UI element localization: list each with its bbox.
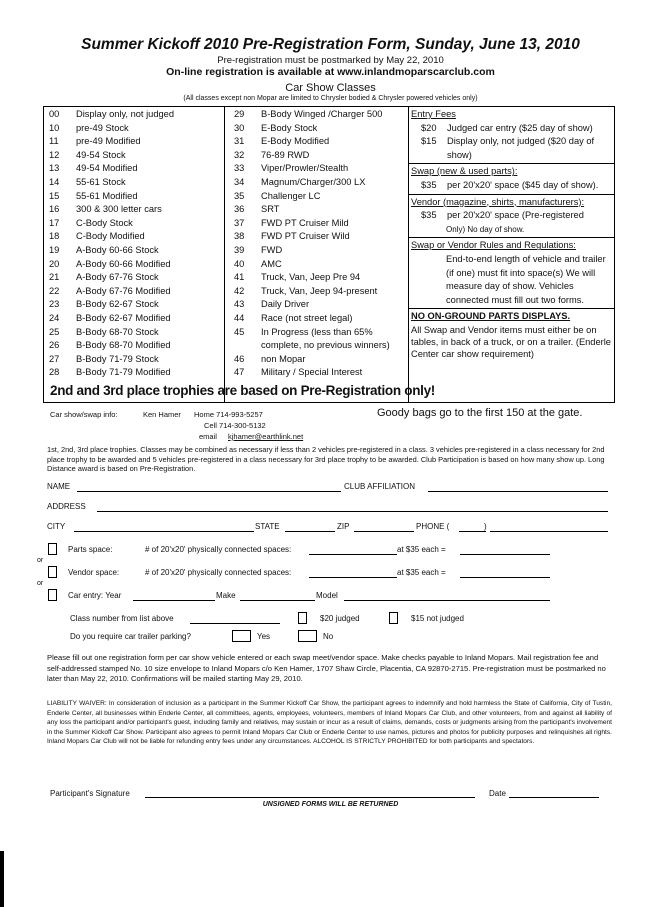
class-number: 31	[234, 136, 245, 147]
trailer-question: Do you require car trailer parking?	[70, 632, 191, 641]
contact-email-label: email	[199, 432, 217, 441]
judged-checkbox[interactable]	[298, 612, 307, 624]
class-number: 29	[234, 109, 245, 119]
class-name: Magnum/Charger/300 LX	[261, 176, 366, 187]
class-name: Daily Driver	[261, 299, 310, 310]
fee-text: per 20'x20' space ($45 day of show).	[447, 179, 599, 190]
make-label: Make	[216, 591, 236, 600]
class-number: 44	[234, 312, 245, 323]
state-field[interactable]	[285, 531, 335, 532]
goody-bags-note: Goody bags go to the first 150 at the gate.	[377, 407, 583, 419]
address-label: ADDRESS	[47, 502, 86, 511]
fee-text: Display only, not judged ($20 day of show)	[447, 136, 595, 160]
trophy-rules: 1st, 2nd, 3rd place trophies. Classes may be combined as necessary if less than 2 vehicles pre-registered in a class. 3 vehicles pre-registered in a class necessary for 2nd place trophy to be awarded and 5 vehicles pre-registered in a class necessary for 3rd place trophy to be awarded. Club Participation is based on how many show up. Long Distance award is based on Pre-Registration.	[47, 445, 605, 473]
class-number: 13	[49, 163, 60, 174]
parts-space-checkbox[interactable]	[48, 543, 57, 555]
postmark-note: Pre-registration must be postmarked by May 22, 2010	[217, 55, 444, 66]
fee-amount: $35	[421, 179, 437, 190]
fee-amount: $15	[421, 136, 437, 147]
car-entry-label: Car entry: Year	[68, 591, 122, 600]
class-number: 23	[49, 299, 60, 310]
class-name: 49-54 Stock	[76, 149, 126, 160]
contact-home: Home 714-993-5257	[194, 410, 263, 419]
contact-name: Ken Hamer	[143, 410, 181, 419]
class-name: A-Body 67-76 Modified	[76, 285, 171, 296]
class-number-field[interactable]	[190, 623, 280, 624]
parts-price-text: at $35 each =	[397, 545, 446, 554]
class-number: 15	[49, 190, 60, 201]
class-name: pre-49 Modified	[76, 136, 141, 147]
class-name: Truck, Van, Jeep Pre 94	[261, 272, 361, 283]
class-number: 18	[49, 231, 60, 242]
trailer-yes-checkbox[interactable]	[232, 630, 251, 642]
class-number: 20	[49, 258, 60, 269]
class-name: E-Body Stock	[261, 122, 318, 133]
class-name: 76-89 RWD	[261, 149, 310, 160]
class-number: 33	[234, 163, 245, 174]
class-number: 36	[234, 204, 245, 215]
contact-label: Car show/swap info:	[50, 410, 118, 419]
class-name: FWD PT Cruiser Wild	[261, 231, 350, 242]
class-number: 00	[49, 109, 60, 119]
class-name: B-Body 68-70 Stock	[76, 326, 159, 337]
class-number: 47	[234, 367, 245, 378]
fee-row	[411, 209, 613, 223]
name-label: NAME	[47, 482, 71, 491]
class-name: C-Body Stock	[76, 217, 133, 228]
class-name: B-Body 62-67 Stock	[76, 299, 159, 310]
class-number: 21	[49, 272, 60, 283]
class-name: E-Body Modified	[261, 136, 330, 147]
class-name: In Progress (less than 65%	[261, 326, 373, 337]
zip-field[interactable]	[354, 531, 414, 532]
not-judged-checkbox[interactable]	[389, 612, 398, 624]
class-name: B-Body Winged /Charger 500	[261, 109, 383, 119]
no-ground-text: All Swap and Vendor items must either be on tables, in back of a truck, or on a trailer. (Enderle Center car show requirement)	[411, 324, 611, 359]
date-label: Date	[489, 789, 506, 798]
fees-panel	[411, 108, 613, 360]
class-number: 39	[234, 244, 245, 255]
entry-fees-heading: Entry Fees	[411, 109, 456, 119]
phone-area-field[interactable]	[459, 531, 486, 532]
class-name: A-Body 60-66 Stock	[76, 244, 159, 255]
class-name: B-Body 68-70 Modified	[76, 340, 171, 351]
car-show-classes-note: (All classes except non Mopar are limited to Chrysler bodied & Chrysler powered vehicles only)	[183, 95, 478, 102]
not-judged-label: $15 not judged	[411, 614, 464, 623]
vendor-space-checkbox[interactable]	[48, 566, 57, 578]
parts-spaces-field[interactable]	[309, 554, 397, 555]
divider	[409, 163, 615, 164]
fee-row	[411, 135, 613, 162]
class-number: 43	[234, 299, 245, 310]
fee-amount: $20	[421, 122, 437, 133]
classes-box	[43, 106, 615, 403]
class-number: 41	[234, 272, 245, 283]
divider	[409, 194, 615, 195]
class-name: Truck, Van, Jeep 94-present	[261, 285, 378, 296]
date-field[interactable]	[509, 797, 599, 798]
or-label: or	[37, 580, 44, 587]
rules-text: End-to-end length of vehicle and trailer (if one) must fit into space(s) We will measure day of show. Vehicles connected must fill out two forms.	[446, 253, 606, 305]
class-name: Challenger LC	[261, 190, 321, 201]
name-field[interactable]	[77, 491, 341, 492]
club-field[interactable]	[428, 491, 608, 492]
vendor-space-label: Vendor space:	[68, 568, 120, 577]
divider	[409, 237, 615, 238]
fee-row	[411, 122, 613, 136]
class-name: FWD	[261, 244, 283, 255]
class-name: Race (not street legal)	[261, 312, 353, 323]
make-field[interactable]	[240, 600, 315, 601]
class-name: B-Body 62-67 Modified	[76, 312, 171, 323]
column-divider	[224, 107, 225, 402]
state-label: STATE	[255, 522, 280, 531]
class-number: 16	[49, 204, 60, 215]
fee-text: Judged car entry ($25 day of show)	[447, 122, 593, 133]
zip-label: ZIP	[337, 522, 350, 531]
trailer-no-checkbox[interactable]	[298, 630, 317, 642]
class-number: 14	[49, 176, 60, 187]
class-name: AMC	[261, 258, 282, 269]
fee-row	[411, 179, 613, 193]
class-number: 26	[49, 340, 60, 351]
no-ground-heading: NO ON-GROUND PARTS DISPLAYS.	[411, 311, 571, 322]
vendor-total-field[interactable]	[460, 577, 550, 578]
class-number: 22	[49, 285, 60, 296]
class-number: 40	[234, 258, 245, 269]
class-number: 12	[49, 149, 60, 160]
class-name: A-Body 60-66 Modified	[76, 258, 171, 269]
class-name: B-Body 71-79 Stock	[76, 353, 159, 364]
fee-text: per 20'x20' space (Pre-registered	[447, 210, 584, 221]
rules-heading: Swap or Vendor Rules and Regulations:	[411, 240, 576, 251]
class-name: FWD PT Cruiser Mild	[261, 217, 349, 228]
phone-label: PHONE (	[416, 522, 450, 531]
class-number: 37	[234, 217, 245, 228]
unsigned-warning: UNSIGNED FORMS WILL BE RETURNED	[262, 801, 399, 808]
judged-label: $20 judged	[320, 614, 360, 623]
trailer-yes-label: Yes	[257, 632, 271, 641]
column-divider	[408, 107, 409, 402]
phone-close: )	[484, 522, 487, 531]
class-name: Display only, not judged	[76, 109, 175, 119]
city-label: CITY	[47, 522, 66, 531]
fee-amount: $35	[421, 210, 437, 221]
vendor-spaces-text: # of 20'x20' physically connected spaces:	[145, 568, 292, 577]
class-number: 28	[49, 367, 60, 378]
class-name: C-Body Modified	[76, 231, 145, 242]
class-name: Viper/Prowler/Stealth	[261, 163, 349, 174]
class-name: pre-49 Stock	[76, 122, 129, 133]
vendor-price-text: at $35 each =	[397, 568, 446, 577]
class-number: 35	[234, 190, 245, 201]
class-number: 42	[234, 285, 245, 296]
mailing-instructions: Please fill out one registration form per car show vehicle entered or each swap meet/vendor space. Make checks payable to Inland Mopars. Mail registration fee and self-addressed stamped No. 10 size envelope to Inland Mopars c/o Ken Hamer, 1707 Shaw Circle, Placentia, CA 92870-2715. Pre-registration must be postmarked no later than May 22, 2010. Confirmations will be mailed starting May 29, 2010.	[47, 653, 606, 683]
class-number: 25	[49, 326, 60, 337]
class-name: 55-61 Stock	[76, 176, 126, 187]
class-number: 11	[49, 136, 59, 147]
class-name: non Mopar	[261, 353, 306, 364]
scan-edge	[0, 851, 4, 907]
parts-space-label: Parts space:	[68, 545, 113, 554]
contact-email[interactable]: kjhamer@earthlink.net	[228, 432, 304, 441]
class-number: 10	[49, 122, 60, 133]
city-field[interactable]	[74, 531, 254, 532]
liability-waiver: LIABILITY WAIVER: In consideration of inclusion as a participant in the Summer Kickoff Car Show, the participant agrees to indemnify and hold harmless the State of California, City of Tustin, Enderle Center, all businesses within Enderle Center, all committees, agents, employees, volunteers, members of Inland Mopars Car Club, and other volunteers, from and against all liability of any loss the participant and/or participant's guest, including family and relatives, may sustain or incur as a result of claims, demands, costs or judgments arising from the participant's involvement in the Summer Kickoff Car Show. Participant also agrees to permit Inland Mopars Car Club or Enderle Center to use names, pictures and photos for publicity purposes and relinquishes all rights. Inland Mopars Car Club will not be liable for refunding entry fees under any circumstances. ALCOHOL IS STRICTLY PROHIBITED for both participants and spectators.	[47, 700, 612, 745]
class-number: 45	[234, 326, 245, 337]
address-field[interactable]	[97, 511, 608, 512]
class-name: 49-54 Modified	[76, 163, 138, 174]
car-entry-checkbox[interactable]	[48, 589, 57, 601]
signature-field[interactable]	[145, 797, 475, 798]
or-label: or	[37, 557, 44, 564]
vendor-heading: Vendor (magazine, shirts, manufacturers):	[411, 196, 585, 207]
class-number: 24	[49, 312, 60, 323]
car-show-classes-title: Car Show Classes	[285, 82, 376, 94]
year-field[interactable]	[133, 600, 215, 601]
parts-spaces-text: # of 20'x20' physically connected spaces:	[145, 545, 292, 554]
class-number: 19	[49, 244, 60, 255]
class-number-label: Class number from list above	[70, 614, 174, 623]
model-label: Model	[316, 591, 338, 600]
model-field[interactable]	[344, 600, 550, 601]
class-number: 32	[234, 149, 245, 160]
class-number: 27	[49, 353, 60, 364]
class-number: 30	[234, 122, 245, 133]
parts-total-field[interactable]	[460, 554, 550, 555]
online-registration-note: On-line registration is available at www.inlandmoparscarclub.com	[166, 66, 495, 78]
class-number: 38	[234, 231, 245, 242]
contact-cell: Cell 714-300-5132	[204, 421, 266, 430]
trophy-note: 2nd and 3rd place trophies are based on Pre-Registration only!	[50, 383, 435, 398]
class-number: 34	[234, 176, 245, 187]
class-name: B-Body 71-79 Modified	[76, 367, 171, 378]
signature-label: Participant's Signature	[50, 789, 130, 798]
trailer-no-label: No	[323, 632, 334, 641]
vendor-note: Only) No day of show.	[446, 224, 525, 234]
swap-heading: Swap (new & used parts):	[411, 166, 518, 177]
class-number: 46	[234, 353, 245, 364]
class-name: Military / Special Interest	[261, 367, 363, 378]
form-title: Summer Kickoff 2010 Pre-Registration Form, Sunday, June 13, 2010	[81, 36, 580, 53]
class-name: A-Body 67-76 Stock	[76, 272, 159, 283]
class-name: SRT	[261, 204, 280, 215]
class-number: 17	[49, 217, 60, 228]
class-name: complete, no previous winners)	[261, 340, 390, 351]
vendor-spaces-field[interactable]	[309, 577, 397, 578]
club-label: CLUB AFFILIATION	[344, 482, 415, 491]
phone-field[interactable]	[490, 531, 608, 532]
class-name: 300 & 300 letter cars	[76, 204, 162, 215]
divider	[409, 308, 615, 309]
class-name: 55-61 Modified	[76, 190, 138, 201]
